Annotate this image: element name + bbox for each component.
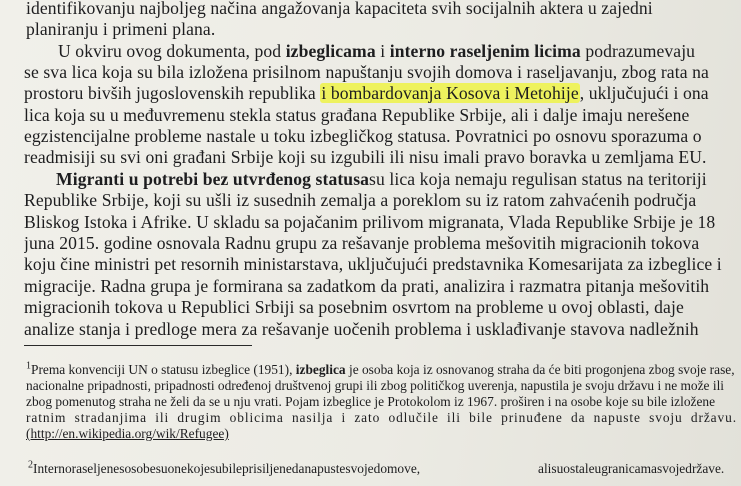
footnote-separator xyxy=(24,345,252,346)
bold-term-refugee: izbeglica xyxy=(295,362,346,377)
body-line-7 xyxy=(24,125,741,147)
text-run: prostoru bivših jugoslovenskih republika xyxy=(24,83,321,103)
text-run: je osoba koja iz osnovanog straha da će biti progonjena zbog svoje rase, xyxy=(345,362,735,377)
body-line-9 xyxy=(56,168,741,190)
text-run: identifikovanju najboljeg načina angažovanja kapaciteta svih socijalnih aktera u zajedni xyxy=(26,0,653,18)
footnote-marker: 2 xyxy=(28,460,33,471)
text-run: koju čine ministri pet resornih ministarstava, uključujući predstavnika Komesarijata za izbeglice i xyxy=(24,254,722,274)
body-line-13 xyxy=(24,253,741,275)
text-run: nacionalne pripadnosti, pripadnosti određenoj društvenoj grupi ili zbog političkog uverenja, napustila je svoju državu i ne može ili xyxy=(26,378,725,393)
text-run: analize stanja i predloge mera za rešavanje uočenih problema i usklađivanje stavova nadležnih xyxy=(24,319,699,339)
footnote-1-line-1 xyxy=(26,361,741,378)
body-line-1 xyxy=(26,0,741,19)
text-run: readmisiji su svi oni građani Srbije koji su izgubili ili nisu imali pravo boravka u zemljama EU. xyxy=(24,147,707,167)
footnote-1-line-3 xyxy=(26,393,741,410)
text-run: egzistencijalne probleme nastale u toku izbegličkog statusa. Povratnici po osnovu sporazuma o xyxy=(24,126,702,146)
body-line-14 xyxy=(24,275,741,297)
text-run: U okviru ovog dokumenta, pod xyxy=(58,41,286,61)
footnote-2-right xyxy=(538,460,741,477)
footnote-1-line-2 xyxy=(26,377,741,394)
body-line-2 xyxy=(26,18,741,40)
text-run: ratnim stradanjima ili drugim oblicima nasilja i zato odlučile ili bile prinuđene da napuste svoju državu. xyxy=(26,410,737,425)
body-line-11 xyxy=(24,211,741,233)
text-run: planiranju i primeni plana. xyxy=(26,19,216,39)
text-run: lica koja su u međuvremenu stekla status građana Republike Srbije, ali i dalje imaju nerešene xyxy=(24,105,690,125)
text-run: Republike Srbije, koji su ušli iz susednih zemalja a poreklom su iz ratom zahvaćenih područja xyxy=(24,190,697,210)
body-line-5 xyxy=(24,82,741,104)
footnote-1-line-5 xyxy=(26,425,741,442)
text-run: migracije. Radna grupa je formirana sa zadatkom da prati, analizira i razmatra pitanja mešovitih xyxy=(24,276,710,296)
footnote-marker: 1 xyxy=(26,361,31,372)
text-run: zbog pomenutog straha ne želi da se u nju vrati. Pojam izbeglice je Protokolom iz 1967. proširen i na osobe koje su bile izložene xyxy=(26,394,716,409)
body-line-6 xyxy=(24,104,741,126)
text-run: Bliskog Istoka i Afrike. U skladu sa pojačanim prilivom migranata, Vlada Republike Srbije je 18 xyxy=(24,212,716,232)
text-run: se sva lica koja su bila izložena prisilnom napuštanju svojih domova i raseljavanju, zbog rata na xyxy=(24,62,709,82)
body-line-15 xyxy=(24,296,741,318)
body-line-3 xyxy=(58,40,741,62)
body-line-4 xyxy=(24,61,741,83)
text-run: , uključujući i ona xyxy=(579,83,709,103)
highlighted-phrase: i bombardovanja Kosova i Metohije xyxy=(321,83,579,103)
text-run: i xyxy=(375,41,390,61)
wikipedia-link[interactable]: (http://en.wikipedia.org/wik/Refugee) xyxy=(26,426,229,441)
bold-term-idps: interno raseljenim licima xyxy=(389,41,581,61)
bold-term-migrants: Migranti u potrebi bez utvrđenog statusa xyxy=(56,169,370,189)
text-run: juna 2015. godine osnovala Radnu grupu za rešavanje problema mešovitih migracionih tokova xyxy=(24,233,700,253)
text-run: Prema konvenciji UN o statusu izbeglice (1951), xyxy=(31,362,296,377)
text-run: su lica koja nemaju regulisan status na teritoriji xyxy=(369,169,707,189)
body-line-12 xyxy=(24,232,741,254)
text-run: podrazumevaju xyxy=(580,41,696,61)
footnote-1-line-4 xyxy=(26,409,741,426)
body-line-10 xyxy=(24,189,741,211)
text-run: migracionih tokova u Republici Srbiji sa posebnim osvrtom na probleme u ovoj oblasti, daje xyxy=(24,297,684,317)
body-line-16 xyxy=(24,318,741,340)
text-run: Internoraseljenesosobesuonekojesubileprisiljenedanapustesvojedomove, xyxy=(33,461,421,476)
text-run: alisuostaleugranicamasvojedržave. xyxy=(538,461,725,476)
bold-term-refugees: izbeglicama xyxy=(285,41,376,61)
body-line-8 xyxy=(24,146,741,168)
